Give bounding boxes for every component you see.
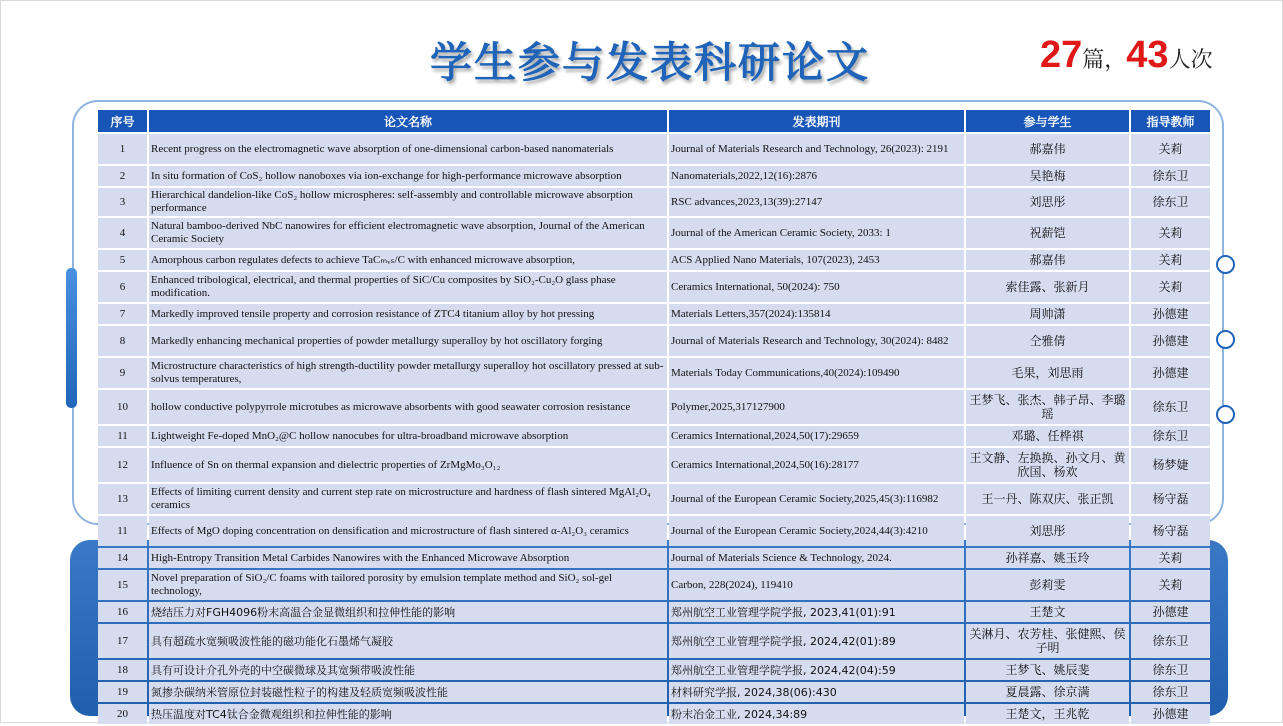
table-body xyxy=(98,134,1210,724)
paper-title: Recent progress on the electromagnetic wave absorption of one-dimensional carbon-based nanomaterials xyxy=(149,134,667,164)
paper-count-unit: 篇， xyxy=(1082,47,1127,72)
paper-advisor: 关莉 xyxy=(1131,272,1210,302)
paper-advisor: 杨守磊 xyxy=(1131,516,1210,546)
paper-title: hollow conductive polypyrrole microtubes as microwave absorbents with good seawater corrosion resistance xyxy=(149,390,667,424)
paper-students: 彭莉雯 xyxy=(966,570,1129,600)
paper-advisor: 关莉 xyxy=(1131,570,1210,600)
decorative-dot xyxy=(1216,405,1235,424)
table-row xyxy=(98,426,1210,446)
table-row xyxy=(98,218,1210,248)
paper-title: 具有可设计介孔外壳的中空碳微球及其宽频带吸波性能 xyxy=(149,660,667,680)
paper-students: 刘思彤 xyxy=(966,516,1129,546)
paper-journal: Carbon, 228(2024), 119410 xyxy=(669,570,964,600)
paper-students: 郝嘉伟 xyxy=(966,250,1129,270)
row-number: 19 xyxy=(98,682,147,702)
table-row xyxy=(98,624,1210,658)
row-number: 3 xyxy=(98,188,147,216)
row-number: 11 xyxy=(98,426,147,446)
row-number: 9 xyxy=(98,358,147,388)
paper-journal: Journal of the American Ceramic Society, 2033: 1 xyxy=(669,218,964,248)
paper-advisor: 徐东卫 xyxy=(1131,390,1210,424)
paper-journal: RSC advances,2023,13(39):27147 xyxy=(669,188,964,216)
table-row xyxy=(98,602,1210,622)
paper-journal: 材料研究学报, 2024,38(06):430 xyxy=(669,682,964,702)
people-count-unit: 人次 xyxy=(1168,47,1213,72)
paper-journal: Materials Today Communications,40(2024):109490 xyxy=(669,358,964,388)
paper-students: 毛果，刘思雨 xyxy=(966,358,1129,388)
table-row xyxy=(98,166,1210,186)
paper-advisor: 徐东卫 xyxy=(1131,188,1210,216)
paper-students: 吴艳梅 xyxy=(966,166,1129,186)
table-row xyxy=(98,304,1210,324)
paper-students: 关淋月、农芳桂、张健熙、侯子明 xyxy=(966,624,1129,658)
paper-advisor: 关莉 xyxy=(1131,548,1210,568)
page-title: 学生参与发表科研论文 xyxy=(429,38,870,87)
paper-journal: 郑州航空工业管理学院学报, 2023,41(01):91 xyxy=(669,602,964,622)
table-row xyxy=(98,134,1210,164)
table-row xyxy=(98,660,1210,680)
paper-journal: Ceramics International,2024,50(16):28177 xyxy=(669,448,964,482)
paper-advisor: 孙德建 xyxy=(1131,358,1210,388)
paper-title: High-Entropy Transition Metal Carbides Nanowires with the Enhanced Microwave Absorption xyxy=(149,548,667,568)
row-number: 13 xyxy=(98,484,147,514)
paper-advisor: 孙德建 xyxy=(1131,602,1210,622)
paper-title: Effects of limiting current density and current step rate on microstructure and hardness of flash sintered MgAl₂O₄ ceramics xyxy=(149,484,667,514)
paper-students: 孙祥嘉、姚玉玲 xyxy=(966,548,1129,568)
paper-title: Markedly enhancing mechanical properties of powder metallurgy superalloy by hot oscillatory forging xyxy=(149,326,667,356)
paper-journal: Materials Letters,357(2024):135814 xyxy=(669,304,964,324)
header-journal: 发表期刊 xyxy=(669,110,964,132)
table-row xyxy=(98,682,1210,702)
paper-title: Lightweight Fe-doped MnO₂@C hollow nanocubes for ultra-broadband microwave absorption xyxy=(149,426,667,446)
paper-students: 夏晨露、徐京满 xyxy=(966,682,1129,702)
row-number: 8 xyxy=(98,326,147,356)
paper-students: 周帅潇 xyxy=(966,304,1129,324)
table-row xyxy=(98,390,1210,424)
paper-students: 邓璐、任桦祺 xyxy=(966,426,1129,446)
table-row xyxy=(98,272,1210,302)
paper-journal: Ceramics International,2024,50(17):29659 xyxy=(669,426,964,446)
paper-journal: 郑州航空工业管理学院学报, 2024,42(01):89 xyxy=(669,624,964,658)
row-number: 18 xyxy=(98,660,147,680)
paper-title: 氮掺杂碳纳米管原位封装磁性粒子的构建及轻质宽频吸波性能 xyxy=(149,682,667,702)
paper-journal: Nanomaterials,2022,12(16):2876 xyxy=(669,166,964,186)
paper-advisor: 徐东卫 xyxy=(1131,426,1210,446)
paper-journal: ACS Applied Nano Materials, 107(2023), 2453 xyxy=(669,250,964,270)
row-number: 14 xyxy=(98,548,147,568)
stats-summary xyxy=(1040,34,1213,77)
paper-students: 索佳露、张新月 xyxy=(966,272,1129,302)
paper-journal: Polymer,2025,317127900 xyxy=(669,390,964,424)
table-row xyxy=(98,326,1210,356)
row-number: 4 xyxy=(98,218,147,248)
paper-journal: 郑州航空工业管理学院学报, 2024,42(04):59 xyxy=(669,660,964,680)
paper-title: 具有超疏水宽频吸波性能的磁功能化石墨烯气凝胶 xyxy=(149,624,667,658)
paper-students: 王楚文，王兆乾 xyxy=(966,704,1129,724)
paper-journal: Journal of Materials Research and Technology, 26(2023): 2191 xyxy=(669,134,964,164)
paper-count: 27 xyxy=(1040,34,1083,76)
row-number: 15 xyxy=(98,570,147,600)
table-row xyxy=(98,188,1210,216)
header-advisor: 指导教师 xyxy=(1131,110,1210,132)
row-number: 17 xyxy=(98,624,147,658)
table-row xyxy=(98,358,1210,388)
paper-journal: Journal of the European Ceramic Society,2024,44(3):4210 xyxy=(669,516,964,546)
paper-journal: Journal of the European Ceramic Society,2025,45(3):116982 xyxy=(669,484,964,514)
paper-journal: Ceramics International, 50(2024): 750 xyxy=(669,272,964,302)
paper-journal: Journal of Materials Research and Technology, 30(2024): 8482 xyxy=(669,326,964,356)
table-row xyxy=(98,448,1210,482)
paper-advisor: 孙德建 xyxy=(1131,326,1210,356)
table-row xyxy=(98,548,1210,568)
paper-students: 王文静、左换换、孙文月、黄欣国、杨欢 xyxy=(966,448,1129,482)
papers-table-container xyxy=(98,110,1210,724)
decorative-dot xyxy=(1216,255,1235,274)
paper-students: 祝薪铠 xyxy=(966,218,1129,248)
row-number: 10 xyxy=(98,390,147,424)
paper-title: Markedly improved tensile property and corrosion resistance of ZTC4 titanium alloy by hot pressing xyxy=(149,304,667,324)
row-number: 1 xyxy=(98,134,147,164)
row-number: 11 xyxy=(98,516,147,546)
paper-title: 热压温度对TC4钛合金微观组织和拉伸性能的影响 xyxy=(149,704,667,724)
table-row xyxy=(98,570,1210,600)
paper-advisor: 关莉 xyxy=(1131,134,1210,164)
paper-title: Amorphous carbon regulates defects to achieve TaCₘᵥₛ/C with enhanced microwave absorption, xyxy=(149,250,667,270)
paper-advisor: 徐东卫 xyxy=(1131,166,1210,186)
row-number: 6 xyxy=(98,272,147,302)
paper-advisor: 杨守磊 xyxy=(1131,484,1210,514)
papers-table xyxy=(96,108,1212,726)
paper-advisor: 孙德建 xyxy=(1131,704,1210,724)
paper-advisor: 徐东卫 xyxy=(1131,682,1210,702)
header-title: 论文名称 xyxy=(149,110,667,132)
paper-journal: Journal of Materials Science & Technology, 2024. xyxy=(669,548,964,568)
paper-title: In situ formation of CoS₂ hollow nanoboxes via ion-exchange for high-performance microwave absorption xyxy=(149,166,667,186)
decorative-dot xyxy=(1216,330,1235,349)
row-number: 20 xyxy=(98,704,147,724)
paper-title: Influence of Sn on thermal expansion and dielectric properties of ZrMgMo₃O₁₂ xyxy=(149,448,667,482)
paper-title: Hierarchical dandelion-like CoS₂ hollow microspheres: self-assembly and controllable microwave absorption performance xyxy=(149,188,667,216)
paper-advisor: 杨梦婕 xyxy=(1131,448,1210,482)
paper-title: Novel preparation of SiO₂/C foams with tailored porosity by emulsion template method and SiO₂ sol-gel technology, xyxy=(149,570,667,600)
paper-students: 王梦飞、姚辰斐 xyxy=(966,660,1129,680)
header-no: 序号 xyxy=(98,110,147,132)
table-row xyxy=(98,484,1210,514)
row-number: 12 xyxy=(98,448,147,482)
paper-journal: 粉末冶金工业, 2024,34:89 xyxy=(669,704,964,724)
decorative-side-bar xyxy=(66,268,77,408)
table-header-row xyxy=(98,110,1210,132)
paper-title: Effects of MgO doping concentration on densification and microstructure of flash sintered α-Al₂O₃ ceramics xyxy=(149,516,667,546)
paper-title: Enhanced tribological, electrical, and thermal properties of SiC/Cu composites by SiO₂-Cu₂O glass phase modification. xyxy=(149,272,667,302)
table-row xyxy=(98,516,1210,546)
paper-title: 烧结压力对FGH4096粉末高温合金显微组织和拉伸性能的影响 xyxy=(149,602,667,622)
row-number: 7 xyxy=(98,304,147,324)
header-students: 参与学生 xyxy=(966,110,1129,132)
paper-students: 王一丹、陈双庆、张正凯 xyxy=(966,484,1129,514)
paper-title: Natural bamboo-derived NbC nanowires for efficient electromagnetic wave absorption, Journal of the American Ceramic Society xyxy=(149,218,667,248)
paper-advisor: 关莉 xyxy=(1131,218,1210,248)
paper-advisor: 徐东卫 xyxy=(1131,624,1210,658)
paper-students: 王梦飞、张杰、韩子昂、李璐瑶 xyxy=(966,390,1129,424)
table-row xyxy=(98,250,1210,270)
paper-advisor: 关莉 xyxy=(1131,250,1210,270)
paper-students: 王楚文 xyxy=(966,602,1129,622)
paper-students: 刘思彤 xyxy=(966,188,1129,216)
paper-students: 仝雅倩 xyxy=(966,326,1129,356)
table-row xyxy=(98,704,1210,724)
paper-title: Microstructure characteristics of high strength-ductility powder metallurgy superalloy hot oscillatory pressed at sub-solvus temperatures, xyxy=(149,358,667,388)
paper-advisor: 徐东卫 xyxy=(1131,660,1210,680)
row-number: 2 xyxy=(98,166,147,186)
paper-advisor: 孙德建 xyxy=(1131,304,1210,324)
row-number: 16 xyxy=(98,602,147,622)
row-number: 5 xyxy=(98,250,147,270)
people-count: 43 xyxy=(1126,34,1169,76)
paper-students: 郝嘉伟 xyxy=(966,134,1129,164)
